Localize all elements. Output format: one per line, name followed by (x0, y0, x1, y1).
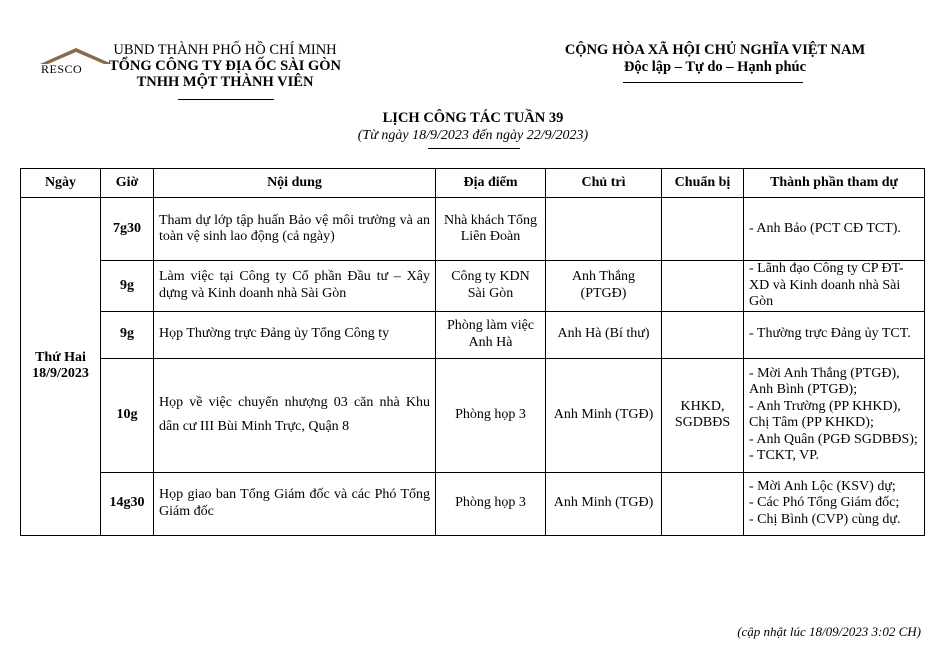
place-cell: Phòng họp 3 (436, 358, 546, 472)
time-cell: 9g (101, 311, 154, 358)
attendee-line: - TCKT, VP. (749, 448, 820, 463)
org-line-3: TNHH MỘT THÀNH VIÊN (136, 74, 314, 90)
header-content: Nội dung (154, 169, 436, 198)
prep-cell (662, 198, 744, 261)
day-cell (21, 198, 101, 536)
chair-cell: Anh Thắng (PTGĐ) (546, 261, 662, 312)
prep-cell (662, 311, 744, 358)
org-line-1: UBND THÀNH PHỐ HỒ CHÍ MINH (113, 42, 337, 58)
nation-header (540, 42, 890, 76)
place-cell: Phòng họp 3 (436, 472, 546, 535)
attendee-line: - Các Phó Tổng Giám đốc; (749, 495, 900, 511)
chair-cell: Anh Hà (Bí thư) (546, 311, 662, 358)
document-title: LỊCH CÔNG TÁC TUẦN 39 (382, 110, 564, 126)
org-line-2: TỔNG CÔNG TY ĐỊA ỐC SÀI GÒN (108, 58, 342, 74)
attendee-line: - Anh Trường (PP KHKD), Chị Tâm (PP KHKD); (749, 398, 901, 430)
attendee-line: - Thường trực Đảng ủy TCT. (749, 326, 911, 342)
day-date: 18/9/2023 (32, 366, 89, 382)
content-cell: Họp giao ban Tổng Giám đốc và các Phó Tổng Giám đốc (154, 472, 436, 535)
content-cell: Tham dự lớp tập huấn Bảo vệ môi trường và an toàn vệ sinh lao động (cả ngày) (154, 198, 436, 261)
attendee-line: - Anh Bảo (PCT CĐ TCT). (749, 220, 901, 236)
time-cell: 7g30 (101, 198, 154, 261)
organization-header (100, 42, 350, 90)
chair-cell: Anh Minh (TGĐ) (546, 358, 662, 472)
attendee-line: - Mời Anh Lộc (KSV) dự; (749, 478, 896, 494)
content-cell: Làm việc tại Công ty Cổ phần Đầu tư – Xây dựng và Kinh doanh nhà Sài Gòn (154, 261, 436, 312)
chair-cell (546, 198, 662, 261)
schedule-table (20, 168, 925, 536)
time-cell: 14g30 (101, 472, 154, 535)
attendees-cell (744, 472, 925, 535)
attendee-line: - Anh Quân (PGĐ SGDBĐS); (749, 431, 918, 447)
nation-underline (623, 82, 803, 83)
last-updated-note: (cập nhật lúc 18/09/2023 3:02 CH) (737, 624, 921, 639)
nation-line-1: CỘNG HÒA XÃ HỘI CHỦ NGHĨA VIỆT NAM (564, 42, 866, 58)
attendees-cell (744, 358, 925, 472)
place-cell: Phòng làm việc Anh Hà (436, 311, 546, 358)
header-attendees: Thành phần tham dự (744, 169, 925, 198)
day-weekday: Thứ Hai (35, 349, 86, 365)
org-underline (178, 99, 274, 100)
attendees-cell (744, 261, 925, 312)
table-header-row (21, 169, 925, 198)
prep-cell (662, 261, 744, 312)
chair-cell: Anh Minh (TGĐ) (546, 472, 662, 535)
document-subtitle: (Từ ngày 18/9/2023 đến ngày 22/9/2023) (357, 128, 589, 143)
content-cell: Họp về việc chuyển nhượng 03 căn nhà Khu dân cư III Bùi Minh Trực, Quận 8 (154, 358, 436, 472)
title-underline (428, 148, 520, 149)
header-day: Ngày (21, 169, 101, 198)
resco-logo-text: RESCO (41, 62, 83, 76)
place-cell: Nhà khách Tổng Liên Đoàn (436, 198, 546, 261)
header-chair: Chủ trì (546, 169, 662, 198)
header-prep: Chuẩn bị (662, 169, 744, 198)
nation-line-2: Độc lập – Tự do – Hạnh phúc (623, 59, 807, 75)
attendee-line: - Mời Anh Thắng (PTGĐ), Anh Bình (PTGĐ); (749, 365, 900, 397)
table-row (21, 358, 925, 472)
content-cell: Họp Thường trực Đảng ủy Tổng Công ty (154, 311, 436, 358)
header-place: Địa điểm (436, 169, 546, 198)
time-cell: 10g (101, 358, 154, 472)
table-row (21, 311, 925, 358)
table-row (21, 472, 925, 535)
attendee-line: - Lãnh đạo Công ty CP ĐT-XD và Kinh doanh nhà Sài Gòn (749, 261, 904, 309)
table-row (21, 198, 925, 261)
time-cell: 9g (101, 261, 154, 312)
attendee-line: - Chị Bình (CVP) cùng dự. (749, 511, 901, 527)
table-row (21, 261, 925, 312)
attendees-cell (744, 198, 925, 261)
prep-cell (662, 472, 744, 535)
attendees-cell (744, 311, 925, 358)
prep-cell: KHKD, SGDBĐS (662, 358, 744, 472)
place-cell: Công ty KDN Sài Gòn (436, 261, 546, 312)
header-time: Giờ (101, 169, 154, 198)
